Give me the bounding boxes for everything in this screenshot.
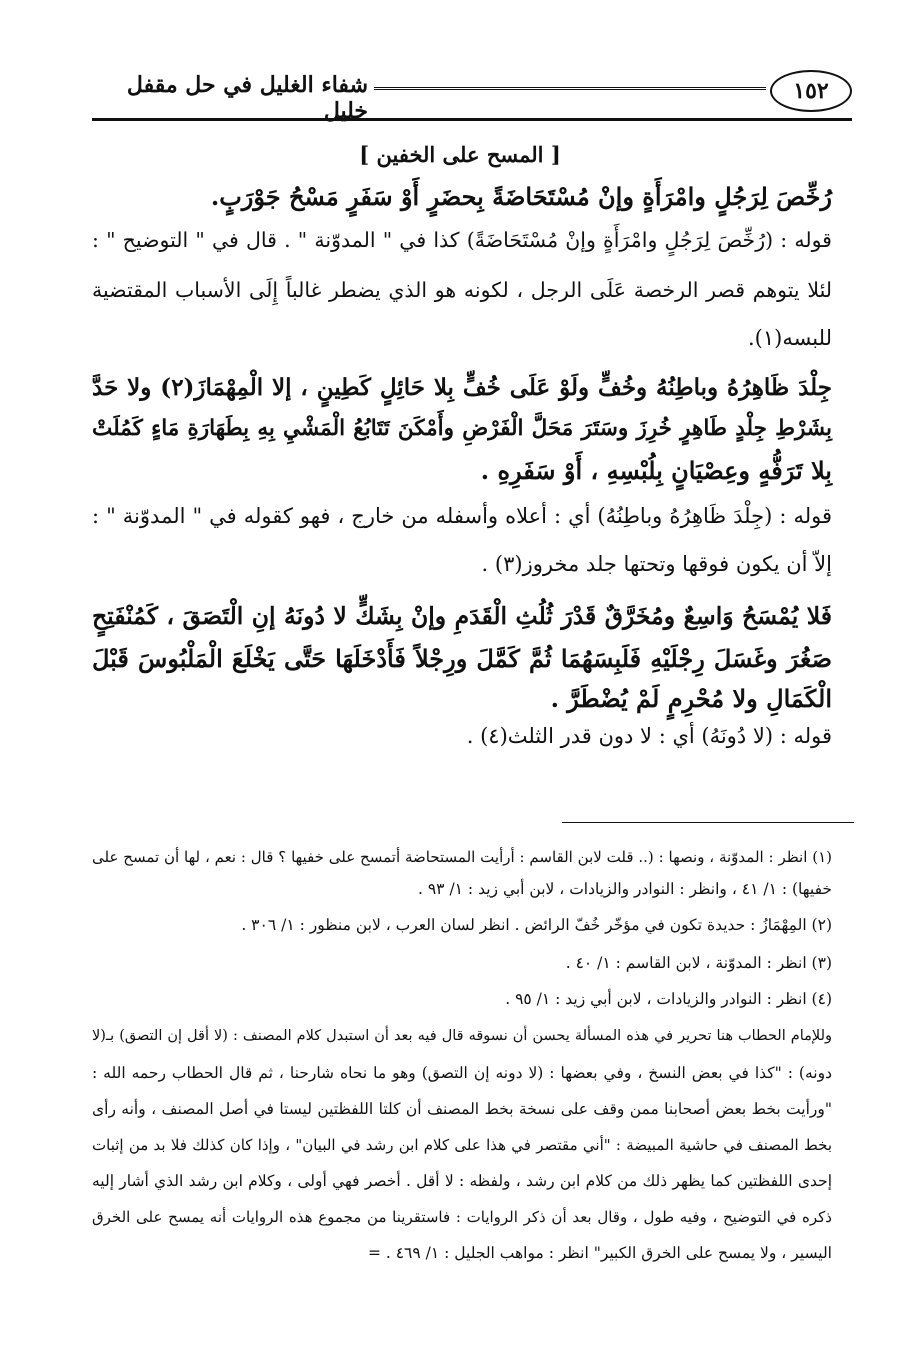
matn-line: بِلا تَرَفُّهٍ وعِصْيَانٍ بِلُبْسِهِ ، أَوْ سَفَرِهِ . <box>480 456 832 485</box>
matn-line: رُخِّصَ لِرَجُلٍ وامْرَأَةٍ وإنْ مُسْتَحَاضَةً بِحضَرٍ أَوْ سَفَرٍ مَسْحُ جَوْرَبٍ. <box>210 182 832 211</box>
commentary-line: لئلا يتوهم قصر الرخصة عَلَى الرجل ، لكونه هو الذي يضطر غالباً إِلَى الأسباب المقتضية <box>92 278 832 302</box>
matn-line: صَغُرَ وغَسَلَ رِجْلَيْهِ فَلَبِسَهُمَا ثُمَّ كَمَّلَ ورِجْلاً فَأَدْخَلَهَا حَتَّى يَخْلَعَ الْمَلْبُوسَ قَبْلَ <box>92 644 832 673</box>
book-title: شفاء الغليل في حل مقفل خليل <box>126 72 368 124</box>
commentary-line: إلاّ أن يكون فوقها وتحتها جلد مخروز(٣) . <box>481 552 832 576</box>
footnote-line: (٣) انظر : المدوّنة ، لابن القاسم : ١/ ٤٠ . <box>565 954 832 972</box>
matn-line: بِشَرْطِ جِلْدٍ طَاهِرٍ خُرِزَ وسَتَرَ مَحَلَّ الْفَرْضِ وأَمْكَنَ تَتَابُعُ الْمَشْيِ بِهِ بِطَهَارَةِ مَاءٍ كَمُلَتْ <box>92 416 832 441</box>
footnote-line: ذكره في التوضيح ، وفيه طول ، وقال بعد أن ذكر الروايات : فاستقرينا من مجموع هذه الروايات أنه يمسح على الخرق <box>92 1208 832 1226</box>
footnote-line: خفيها) : ١/ ٤١ ، وانظر : النوادر والزيادات ، لابن أبي زيد : ١/ ٩٣ . <box>418 880 832 898</box>
footnote-line: بخط المصنف في حاشية المبيضة : "أني مقتصر في هذا على كلام ابن رشد في البيان" ، وإذا كان كذلك فلا بد من إثبات <box>92 1136 832 1154</box>
matn-line: فَلا يُمْسَحُ وَاسِعٌ ومُخَرَّقٌ قَدْرَ ثُلُثِ الْقَدَمِ وإنْ بِشَكٍّ لا دُونَهُ إنِ الْتَصَقَ ، كَمُنْفَتِحٍ <box>92 602 832 630</box>
footnote-separator <box>562 822 854 823</box>
footnote-line: (١) انظر : المدوّنة ، ونصها : (.. قلت لابن القاسم : أرأيت المستحاضة أتمسح على خفيها ؟ قال : نعم ، لها أن تمسح على <box>92 848 832 866</box>
footnote-line: وللإمام الحطاب هنا تحرير في هذه المسألة يحسن أن نسوقه قال فيه بعد أن استبدل كلام المصنف : (لا أقل إن التصق) بـ(لا <box>92 1028 832 1044</box>
header-ornament <box>374 87 766 94</box>
commentary-line: قوله : (لا دُونَهُ) أي : لا دون قدر الثلث(٤) . <box>466 724 832 748</box>
commentary-line: قوله : (جِلْدَ ظَاهِرُهُ وباطِنُهُ) أي : أعلاه وأسفله من خارج ، فهو كقوله في " المدوّنة " : <box>92 504 832 528</box>
footnote-line: اليسير ، ولا يمسح على الخرق الكبير" انظر : مواهب الجليل : ١/ ٤٦٩ . = <box>367 1244 832 1262</box>
commentary-line: للبسه(١). <box>747 326 832 350</box>
matn-line: جِلْدَ ظَاهِرُهُ وباطِنُهُ وخُفٍّ ولَوْ عَلَى خُفٍّ بِلا حَائِلٍ كَطِينٍ ، إلا الْمِهْمَازَ(٢) ولا حَدَّ <box>92 374 833 401</box>
commentary-line: قوله : (رُخِّصَ لِرَجُلٍ وامْرَأَةٍ وإنْ مُسْتَحَاضَةً) كذا في " المدوّنة " . قال في " التوضيح " : <box>92 228 832 252</box>
footnote-line: "ورأيت بخط بعض أصحابنا ممن وقف على نسخة بخط المصنف أن كلتا اللفظتين ليستا في أصل المصنف ، وأنه رأى <box>92 1100 832 1118</box>
footnote-line: إحدى اللفظتين كما يظهر ذلك من كلام ابن رشد ، ولفظه : لا أقل . أخصر فهي أولى ، وكلام ابن رشد الذي أشار إليه <box>92 1172 832 1190</box>
page-number: ١٥٢ <box>770 70 852 112</box>
section-title: [ المسح على الخفين ] <box>359 142 561 167</box>
header-divider <box>92 118 852 121</box>
footnote-line: دونه) : "كذا في بعض النسخ ، وفي بعضها : (لا دونه إن التصق) وهو ما نحاه شارحنا ، ثم قال الحطاب رحمه الله : <box>92 1064 832 1082</box>
footnote-line: (٢) المِهْمَازُ : حديدة تكون في مؤخّر خُفّ الرائض . انظر لسان العرب ، لابن منظور : ١/ ٣٠٦ . <box>241 916 832 934</box>
footnote-line: (٤) انظر : النوادر والزيادات ، لابن أبي زيد : ١/ ٩٥ . <box>505 990 832 1008</box>
running-header <box>92 66 852 124</box>
matn-line: الْكَمَالِ ولا مُحْرِمٍ لَمْ يُضْطَرَّ . <box>550 684 832 713</box>
